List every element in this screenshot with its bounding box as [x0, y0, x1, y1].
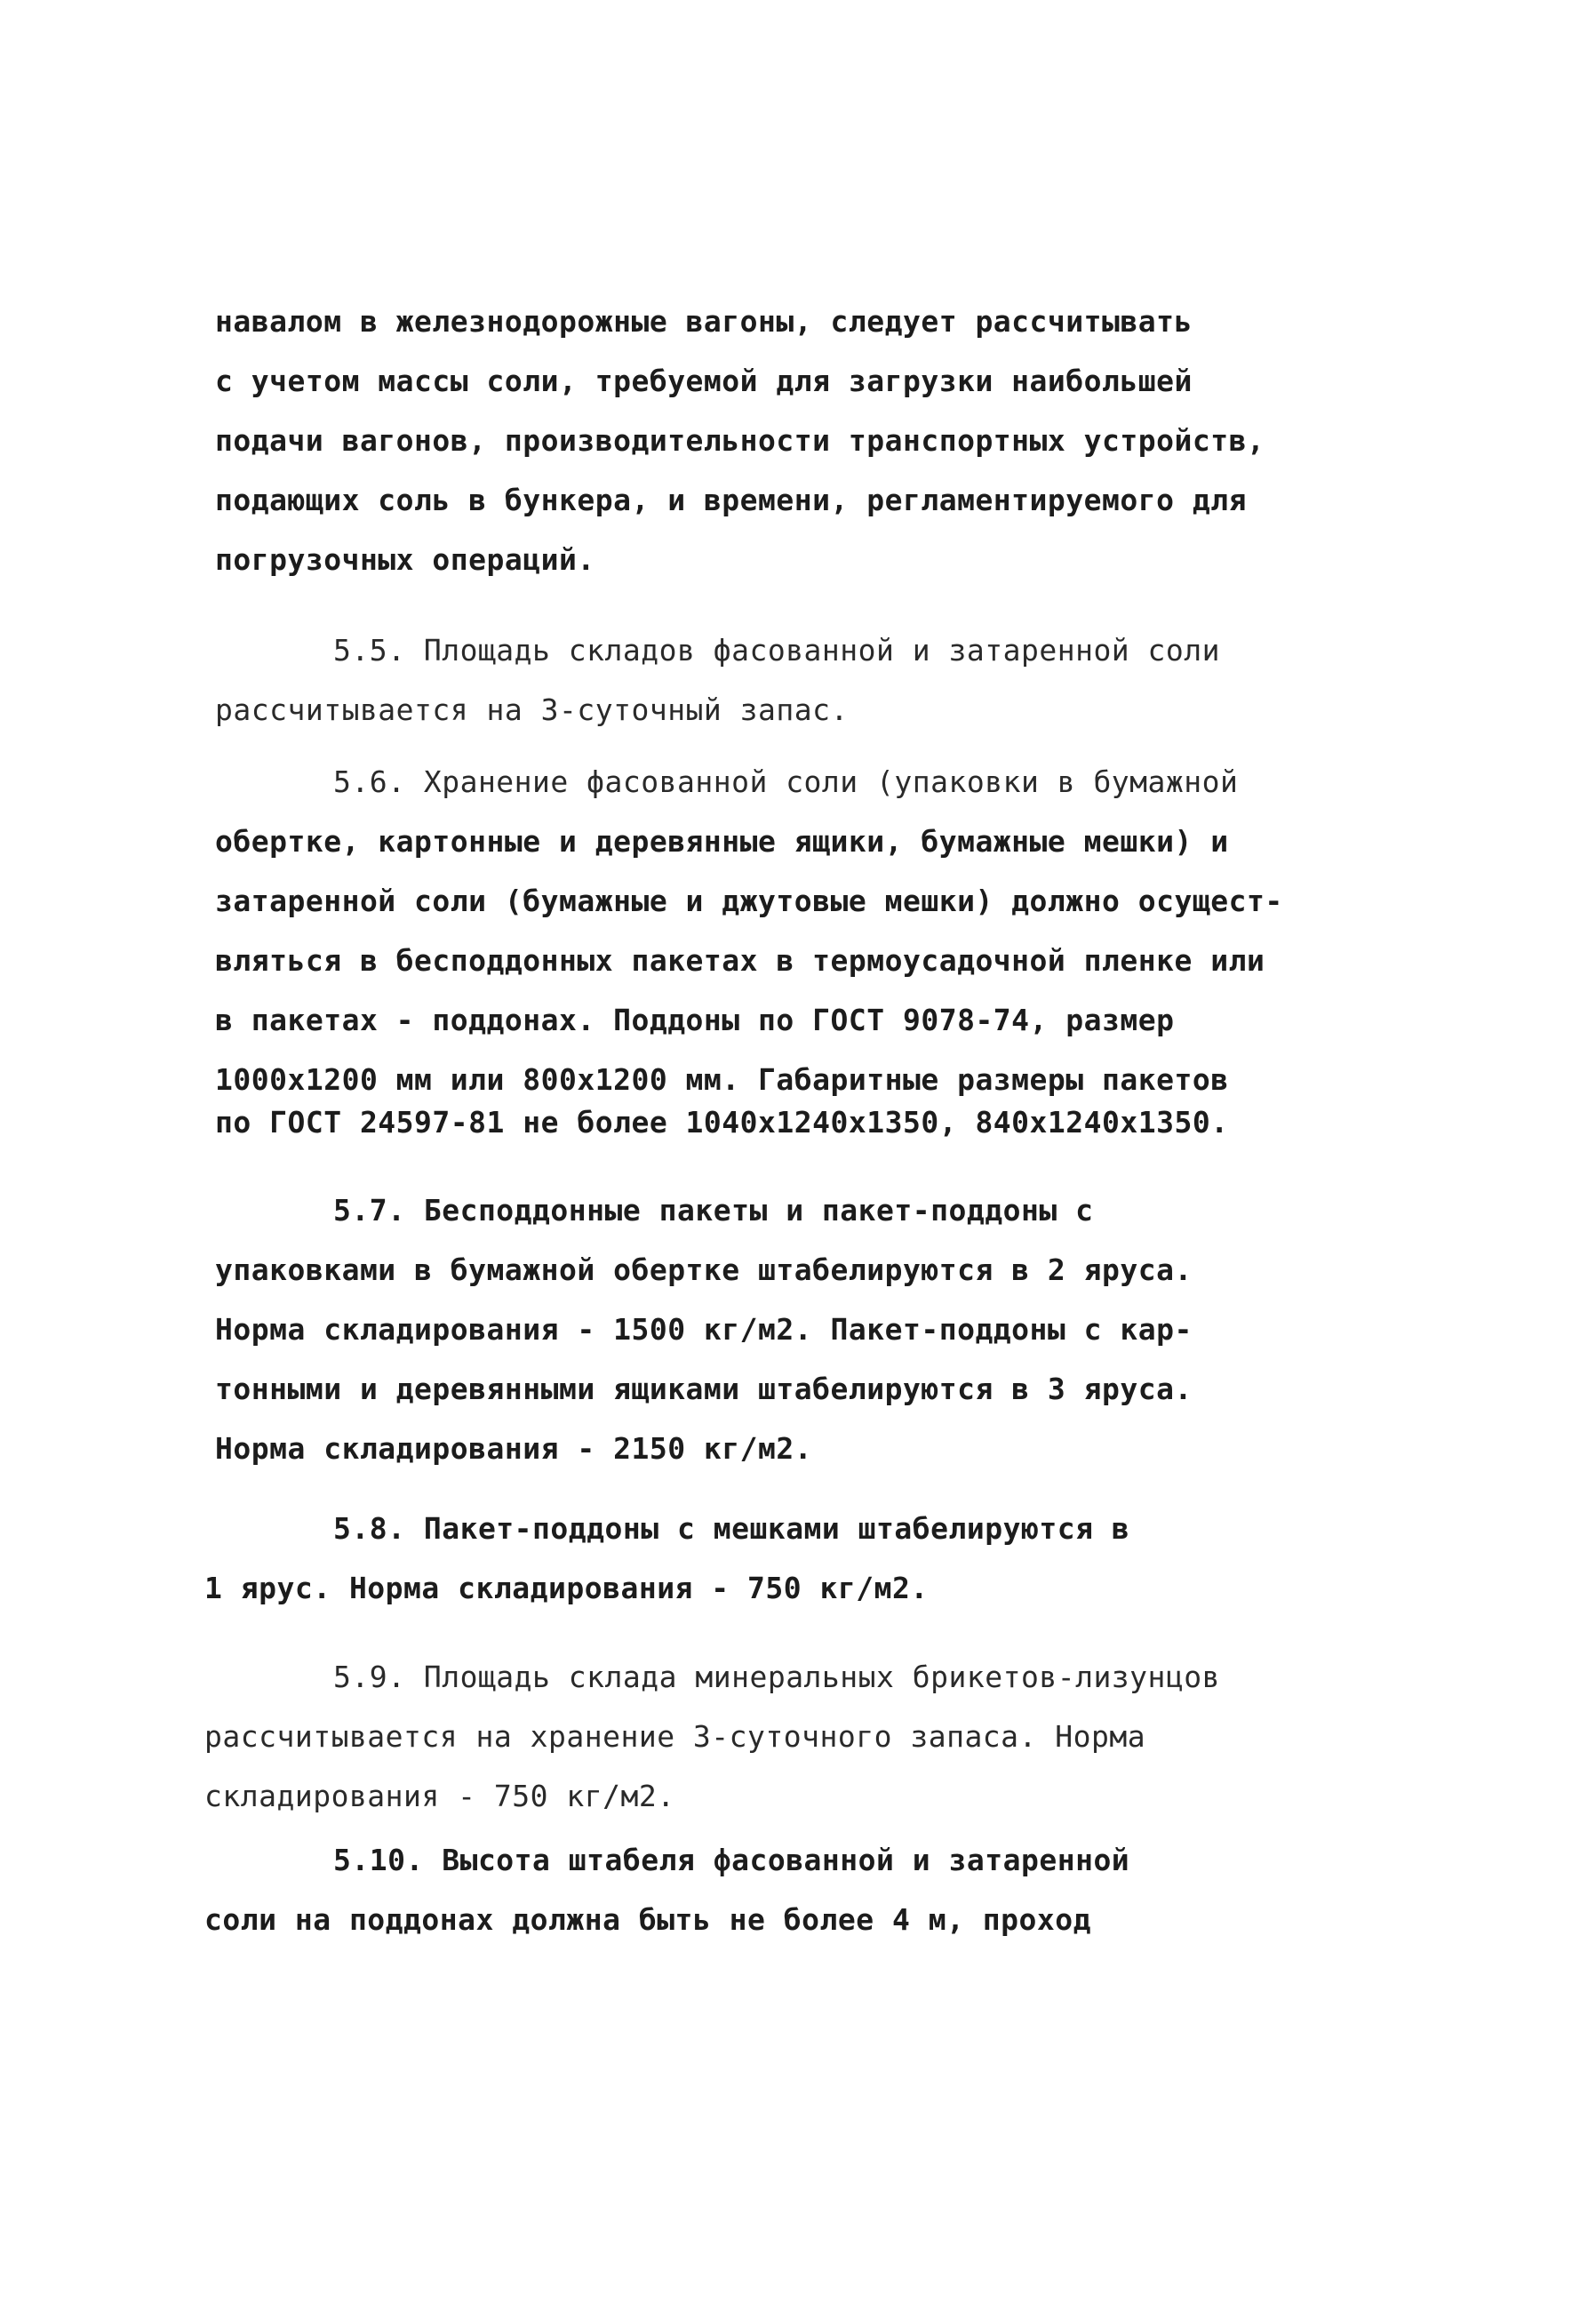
- paragraph-5-7-line: Норма складирования - 1500 кг/м2. Пакет-поддоны с кар-: [215, 1312, 1193, 1347]
- paragraph-5-6-line: затаренной соли (бумажные и джутовые мешки) должно осущест-: [215, 884, 1283, 918]
- paragraph-5-6-line: обертке, картонные и деревянные ящики, бумажные мешки) и: [215, 824, 1229, 859]
- paragraph-5-9-line: рассчитывается на хранение 3-суточного запаса. Норма: [204, 1719, 1146, 1754]
- paragraph-5-9-line: складирования - 750 кг/м2.: [204, 1779, 675, 1813]
- paragraph-5-10-line: соли на поддонах должна быть не более 4 м, проход: [204, 1902, 1092, 1937]
- paragraph-5-8-line: 1 ярус. Норма складирования - 750 кг/м2.: [204, 1571, 929, 1605]
- paragraph-5-6-line: 1000х1200 мм или 800х1200 мм. Габаритные размеры пакетов: [215, 1062, 1229, 1097]
- paragraph-5-8-line: 5.8. Пакет-поддоны с мешками штабелируются в: [333, 1511, 1130, 1546]
- paragraph-5-7-line: тонными и деревянными ящиками штабелируются в 3 яруса.: [215, 1372, 1193, 1406]
- text-line: погрузочных операций.: [215, 542, 595, 577]
- paragraph-5-6-line: по ГОСТ 24597-81 не более 1040х1240х1350, 840х1240х1350.: [215, 1105, 1229, 1140]
- paragraph-5-7-line: 5.7. Бесподдонные пакеты и пакет-поддоны с: [333, 1193, 1094, 1228]
- paragraph-5-5-line: 5.5. Площадь складов фасованной и затаренной соли: [333, 633, 1221, 668]
- paragraph-5-7-line: Норма складирования - 2150 кг/м2.: [215, 1431, 813, 1466]
- paragraph-5-6-line: в пакетах - поддонах. Поддоны по ГОСТ 9078-74, размер: [215, 1003, 1175, 1037]
- text-line: подающих соль в бункера, и времени, регламентируемого для: [215, 483, 1247, 517]
- paragraph-5-6-line: вляться в бесподдонных пакетах в термоусадочной пленке или: [215, 943, 1265, 978]
- paragraph-5-5-line: рассчитывается на 3-суточный запас.: [215, 692, 849, 727]
- text-line: подачи вагонов, производительности транспортных устройств,: [215, 423, 1265, 458]
- paragraph-5-9-line: 5.9. Площадь склада минеральных брикетов-лизунцов: [333, 1660, 1221, 1694]
- paragraph-5-6-line: 5.6. Хранение фасованной соли (упаковки в бумажной: [333, 764, 1239, 799]
- paragraph-5-10-line: 5.10. Высота штабеля фасованной и затаренной: [333, 1843, 1130, 1877]
- text-line: с учетом массы соли, требуемой для загрузки наибольшей: [215, 364, 1193, 398]
- paragraph-5-7-line: упаковками в бумажной обертке штабелируются в 2 яруса.: [215, 1252, 1193, 1287]
- text-line: навалом в железнодорожные вагоны, следует рассчитывать: [215, 304, 1193, 339]
